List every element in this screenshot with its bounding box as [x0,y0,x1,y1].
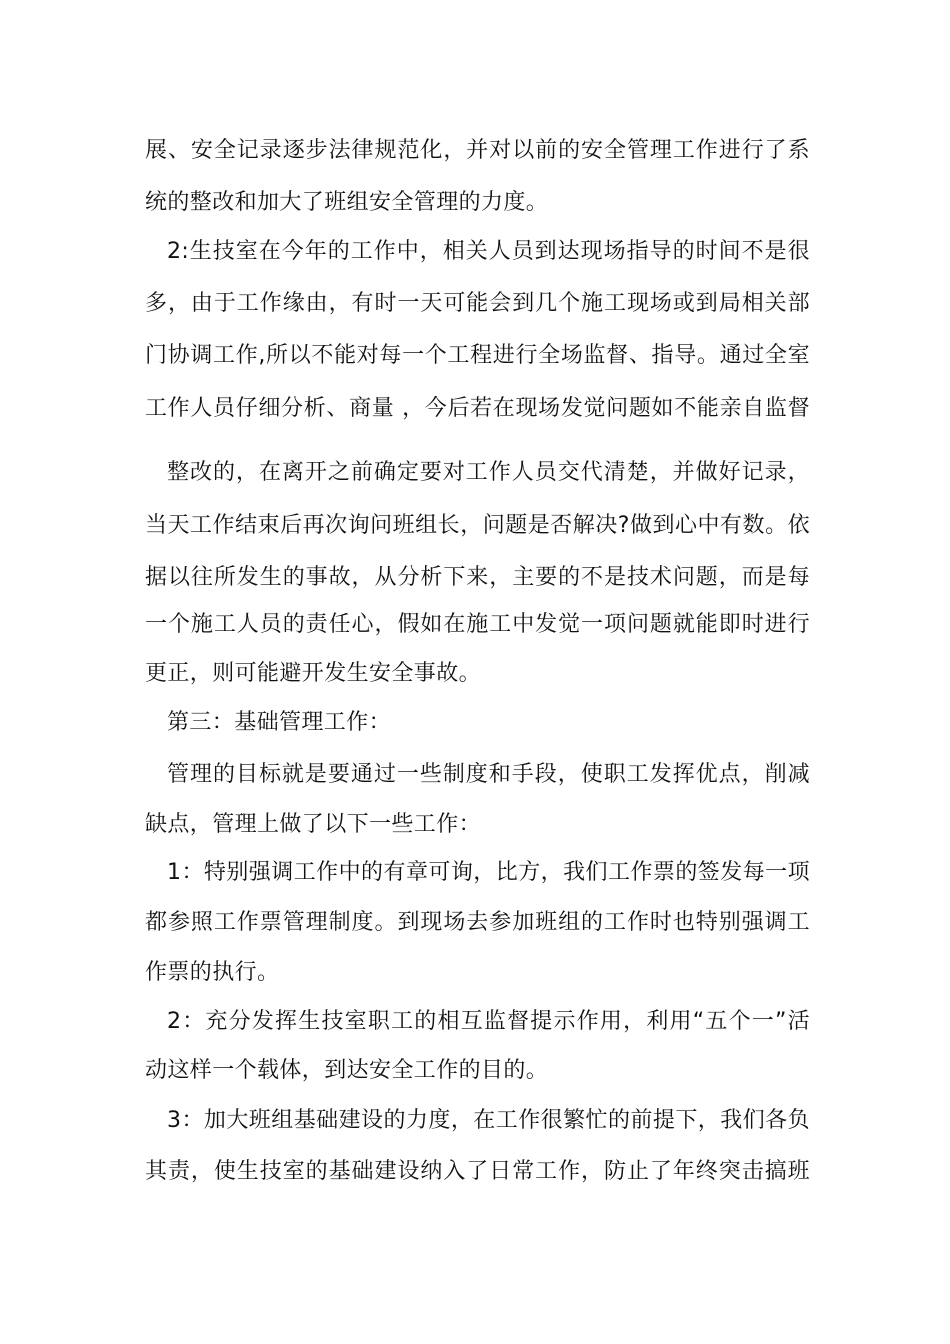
text-line: 缺点，管理上做了以下一些工作： [145,812,482,837]
text-line: 管理的目标就是要通过一些制度和手段，使职工发挥优点，削减 [167,762,810,787]
text-line: 1：特别强调工作中的有章可询，比方，我们工作票的签发每一项 [167,860,810,885]
text-line: 据以往所发生的事故，从分析下来，主要的不是技术问题，而是每 [145,565,810,590]
text-line: 工作人员仔细分析、商量 ，今后若在现场发觉问题如不能亲自监督 [145,396,810,421]
text-line: 一个施工人员的责任心，假如在施工中发觉一项问题就能即时进行 [145,612,810,637]
text-line: 更正，则可能避开发生安全事故。 [145,661,482,686]
text-line: 动这样一个载体，到达安全工作的目的。 [145,1058,549,1083]
text-line: 作票的执行。 [145,960,280,985]
text-line: 2：充分发挥生技室职工的相互监督提示作用，利用“五个一”活 [167,1009,810,1034]
text-line: 都参照工作票管理制度。到现场去参加班组的工作时也特别强调工 [145,910,810,935]
text-line: 展、安全记录逐步法律规范化，并对以前的安全管理工作进行了系 [145,138,810,163]
text-line: 门协调工作,所以不能对每一个工程进行全场监督、指导。通过全室 [145,343,810,368]
text-line: 2:生技室在今年的工作中，相关人员到达现场指导的时间不是很 [167,239,810,264]
section-heading: 第三：基础管理工作： [167,710,392,735]
text-line: 统的整改和加大了班组安全管理的力度。 [145,190,549,215]
text-line: 3：加大班组基础建设的力度，在工作很繁忙的前提下，我们各负 [167,1108,810,1133]
text-line: 整改的，在离开之前确定要对工作人员交代清楚，并做好记录， [167,460,810,485]
text-line: 多，由于工作缘由，有时一天可能会到几个施工现场或到局相关部 [145,291,810,316]
text-line: 当天工作结束后再次询问班组长，问题是否解决?做到心中有数。依 [145,513,810,538]
text-line: 其责，使生技室的基础建设纳入了日常工作，防止了年终突击搞班 [145,1159,810,1184]
